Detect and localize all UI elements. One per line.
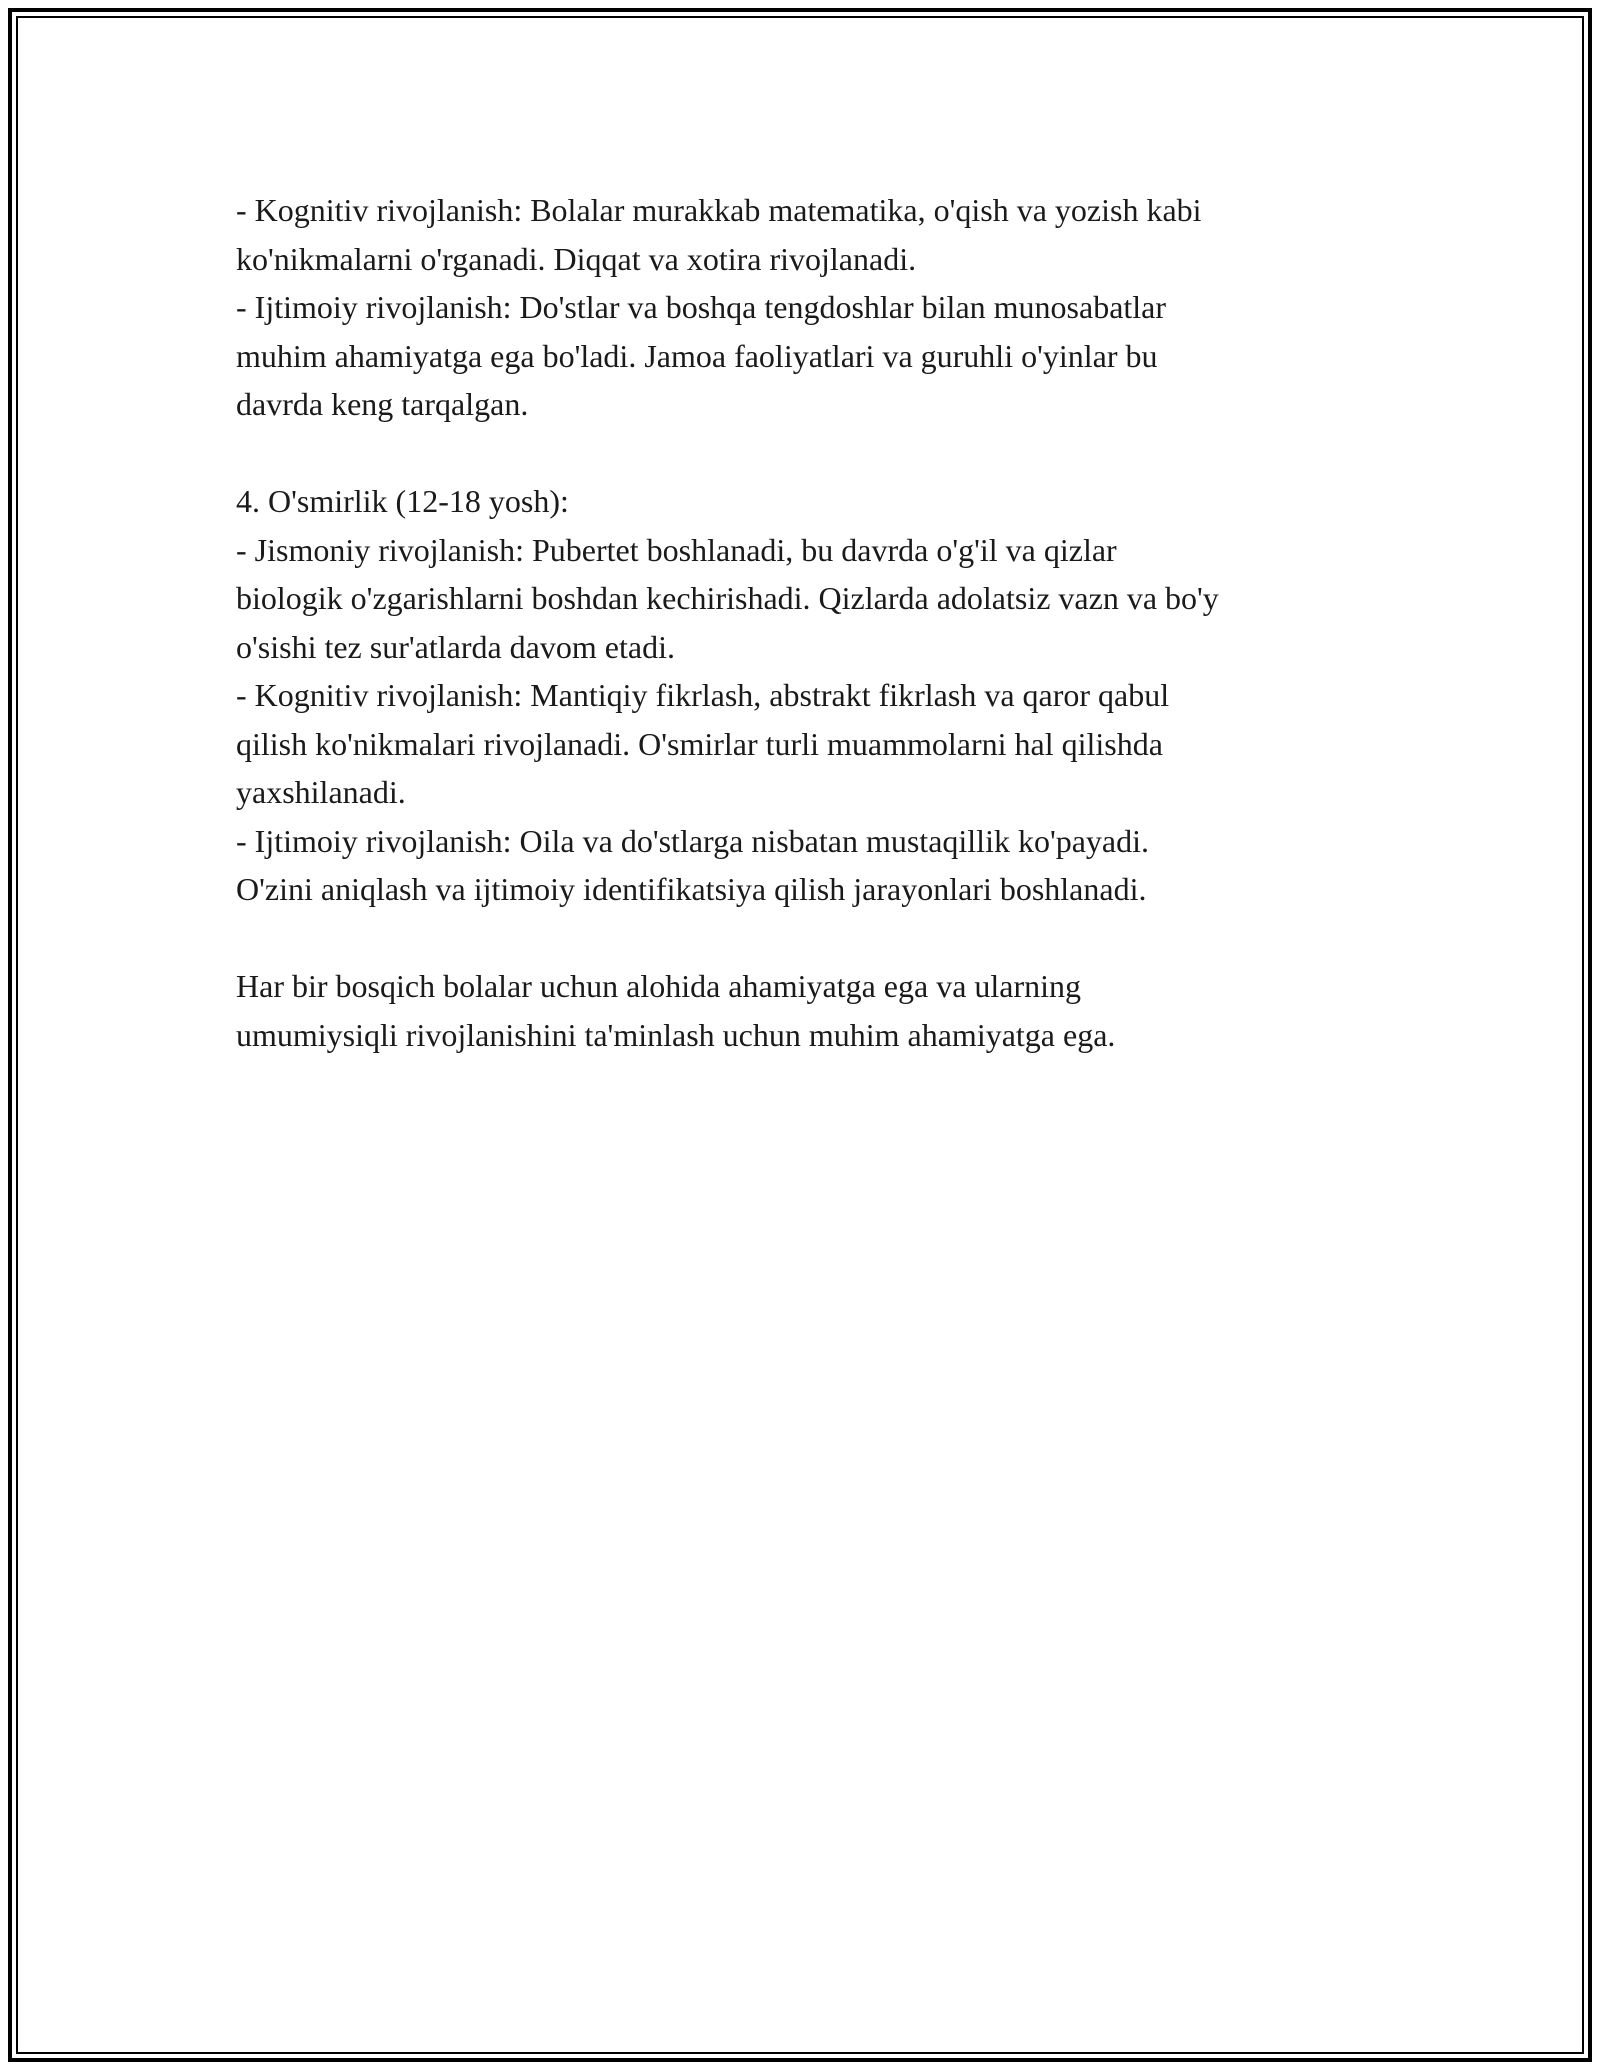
text-line: o'sishi tez sur'atlarda davom etadi. (236, 628, 675, 665)
section-heading: 4. O'smirlik (12-18 yosh): (236, 483, 569, 519)
text-line: - Jismoniy rivojlanish: Pubertet boshlanadi, bu davrda o'g'il va qizlar (236, 531, 1117, 568)
text-line: - Ijtimoiy rivojlanish: Do'stlar va boshqa tengdoshlar bilan munosabatlar (236, 289, 1167, 325)
text-line: - Kognitiv rivojlanish: Mantiqiy fikrlash, abstrakt fikrlash va qaror qabul (236, 677, 1170, 713)
text-line: O'zini aniqlash va ijtimoiy identifikatsiya qilish jarayonlari boshlanadi. (236, 871, 1147, 907)
text-line: muhim ahamiyatga ega bo'ladi. Jamoa faoliyatlari va guruhli o'yinlar bu (236, 337, 1158, 374)
text-line: davrda keng tarqalgan. (236, 386, 529, 422)
document-body (236, 186, 1396, 1059)
text-line: yaxshilanadi. (236, 774, 406, 810)
text-line: umumiysiqli rivojlanishini ta'minlash uchun muhim ahamiyatga ega. (236, 1016, 1116, 1053)
text-line: - Kognitiv rivojlanish: Bolalar murakkab matematika, o'qish va yozish kabi (236, 192, 1202, 228)
text-line: biologik o'zgarishlarni boshdan kechirishadi. Qizlarda adolatsiz vazn va bo'y (236, 580, 1219, 616)
text-line: qilish ko'nikmalari rivojlanadi. O'smirlar turli muammolarni hal qilishda (236, 725, 1163, 762)
text-line: - Ijtimoiy rivojlanish: Oila va do'stlarga nisbatan mustaqillik ko'payadi. (236, 822, 1150, 859)
text-line: ko'nikmalarni o'rganadi. Diqqat va xotira rivojlanadi. (236, 240, 917, 277)
text-line: Har bir bosqich bolalar uchun alohida ahamiyatga ega va ularning (236, 968, 1082, 1004)
